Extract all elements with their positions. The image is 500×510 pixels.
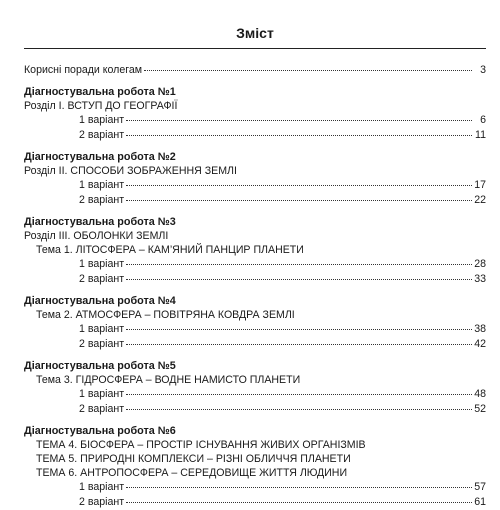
toc-page-number: 48 [474,388,486,400]
dot-leader [126,401,472,410]
toc-entry-variant[interactable] [24,257,486,272]
toc-page-number: 6 [480,114,486,126]
toc-entry-label: 1 варіант [79,258,125,270]
toc-entry-label: 1 варіант [79,114,125,126]
toc-page-number: 3 [480,64,486,76]
dot-leader [126,336,472,345]
toc-entry-variant[interactable] [24,322,486,337]
dot-leader [126,177,472,186]
dot-leader [126,256,472,265]
toc-entry-intro[interactable] [24,63,486,78]
toc-section-3 [24,215,486,287]
toc-entry-variant[interactable] [24,128,486,143]
toc-entry-label: 2 варіант [79,338,125,350]
toc-section-2 [24,150,486,208]
toc-entry-variant[interactable] [24,480,486,495]
title-divider [24,48,486,49]
toc-entry-variant[interactable] [24,113,486,128]
section-heading[interactable]: Діагностувальна робота №2 [24,151,176,163]
section-heading[interactable]: Діагностувальна робота №3 [24,216,176,228]
toc-entry-variant[interactable] [24,272,486,287]
section-subtitle: Розділ ІІ. СПОСОБИ ЗОБРАЖЕННЯ ЗЕМЛІ [24,165,237,177]
section-subtitle: Розділ ІІІ. ОБОЛОНКИ ЗЕМЛІ [24,230,169,242]
toc-page-number: 11 [475,129,486,141]
toc-page-number: 52 [474,403,486,415]
toc-entry-variant[interactable] [24,178,486,193]
toc-page-number: 33 [474,273,486,285]
dot-leader [144,62,472,71]
toc-entry-label: 1 варіант [79,388,125,400]
toc-entry-label: 2 варіант [79,273,125,285]
toc-entry-label: Корисні поради колегам [24,64,143,76]
dot-leader [126,479,472,488]
dot-leader [126,192,472,201]
toc-entry-variant[interactable] [24,337,486,352]
dot-leader [126,386,472,395]
dot-leader [126,321,472,330]
toc-section-5 [24,359,486,417]
toc-entry-label: 2 варіант [79,496,125,508]
dot-leader [126,494,472,503]
toc-entry-variant[interactable] [24,402,486,417]
section-heading[interactable]: Діагностувальна робота №6 [24,425,176,437]
dot-leader [126,112,472,121]
toc-entry-variant[interactable] [24,387,486,402]
dot-leader [126,271,472,280]
toc-section-1 [24,85,486,143]
page-title: Зміст [236,25,274,41]
toc-entry-label: 2 варіант [79,403,125,415]
toc-entry-variant[interactable] [24,495,486,510]
toc-entry-label: 2 варіант [79,129,125,141]
toc-entry-label: 1 варіант [79,481,125,493]
toc-entry-label: 1 варіант [79,179,125,191]
section-topic: ТЕМА 4. БІОСФЕРА – ПРОСТІР ІСНУВАННЯ ЖИВИХ ОРГАНІЗМІВ [36,439,366,451]
toc-page-number: 57 [474,481,486,493]
section-heading[interactable]: Діагностувальна робота №4 [24,295,176,307]
toc-page-number: 28 [474,258,486,270]
section-topic: Тема 3. ГІДРОСФЕРА – ВОДНЕ НАМИСТО ПЛАНЕТИ [36,374,301,386]
section-topic: ТЕМА 6. АНТРОПОСФЕРА – СЕРЕДОВИЩЕ ЖИТТЯ ЛЮДИНИ [36,467,348,479]
section-topic: ТЕМА 5. ПРИРОДНІ КОМПЛЕКСИ – РІЗНІ ОБЛИЧЧЯ ПЛАНЕТИ [36,453,351,465]
dot-leader [126,127,472,136]
toc-page-number: 42 [474,338,486,350]
toc-page [24,24,486,510]
section-heading[interactable]: Діагностувальна робота №1 [24,86,176,98]
section-subtitle: Розділ І. ВСТУП ДО ГЕОГРАФІЇ [24,100,178,112]
toc-page-number: 22 [474,194,486,206]
toc-entry-variant[interactable] [24,193,486,208]
toc-page-number: 38 [474,323,486,335]
toc-entry-label: 1 варіант [79,323,125,335]
section-topic: Тема 1. ЛІТОСФЕРА – КАМ’ЯНИЙ ПАНЦИР ПЛАНЕТИ [36,244,304,256]
toc-entry-label: 2 варіант [79,194,125,206]
toc-page-number: 61 [474,496,486,508]
section-topic: Тема 2. АТМОСФЕРА – ПОВІТРЯНА КОВДРА ЗЕМЛІ [36,309,295,321]
toc-section-6 [24,424,486,510]
toc-section-4 [24,294,486,352]
toc-page-number: 17 [474,179,486,191]
section-heading[interactable]: Діагностувальна робота №5 [24,360,176,372]
